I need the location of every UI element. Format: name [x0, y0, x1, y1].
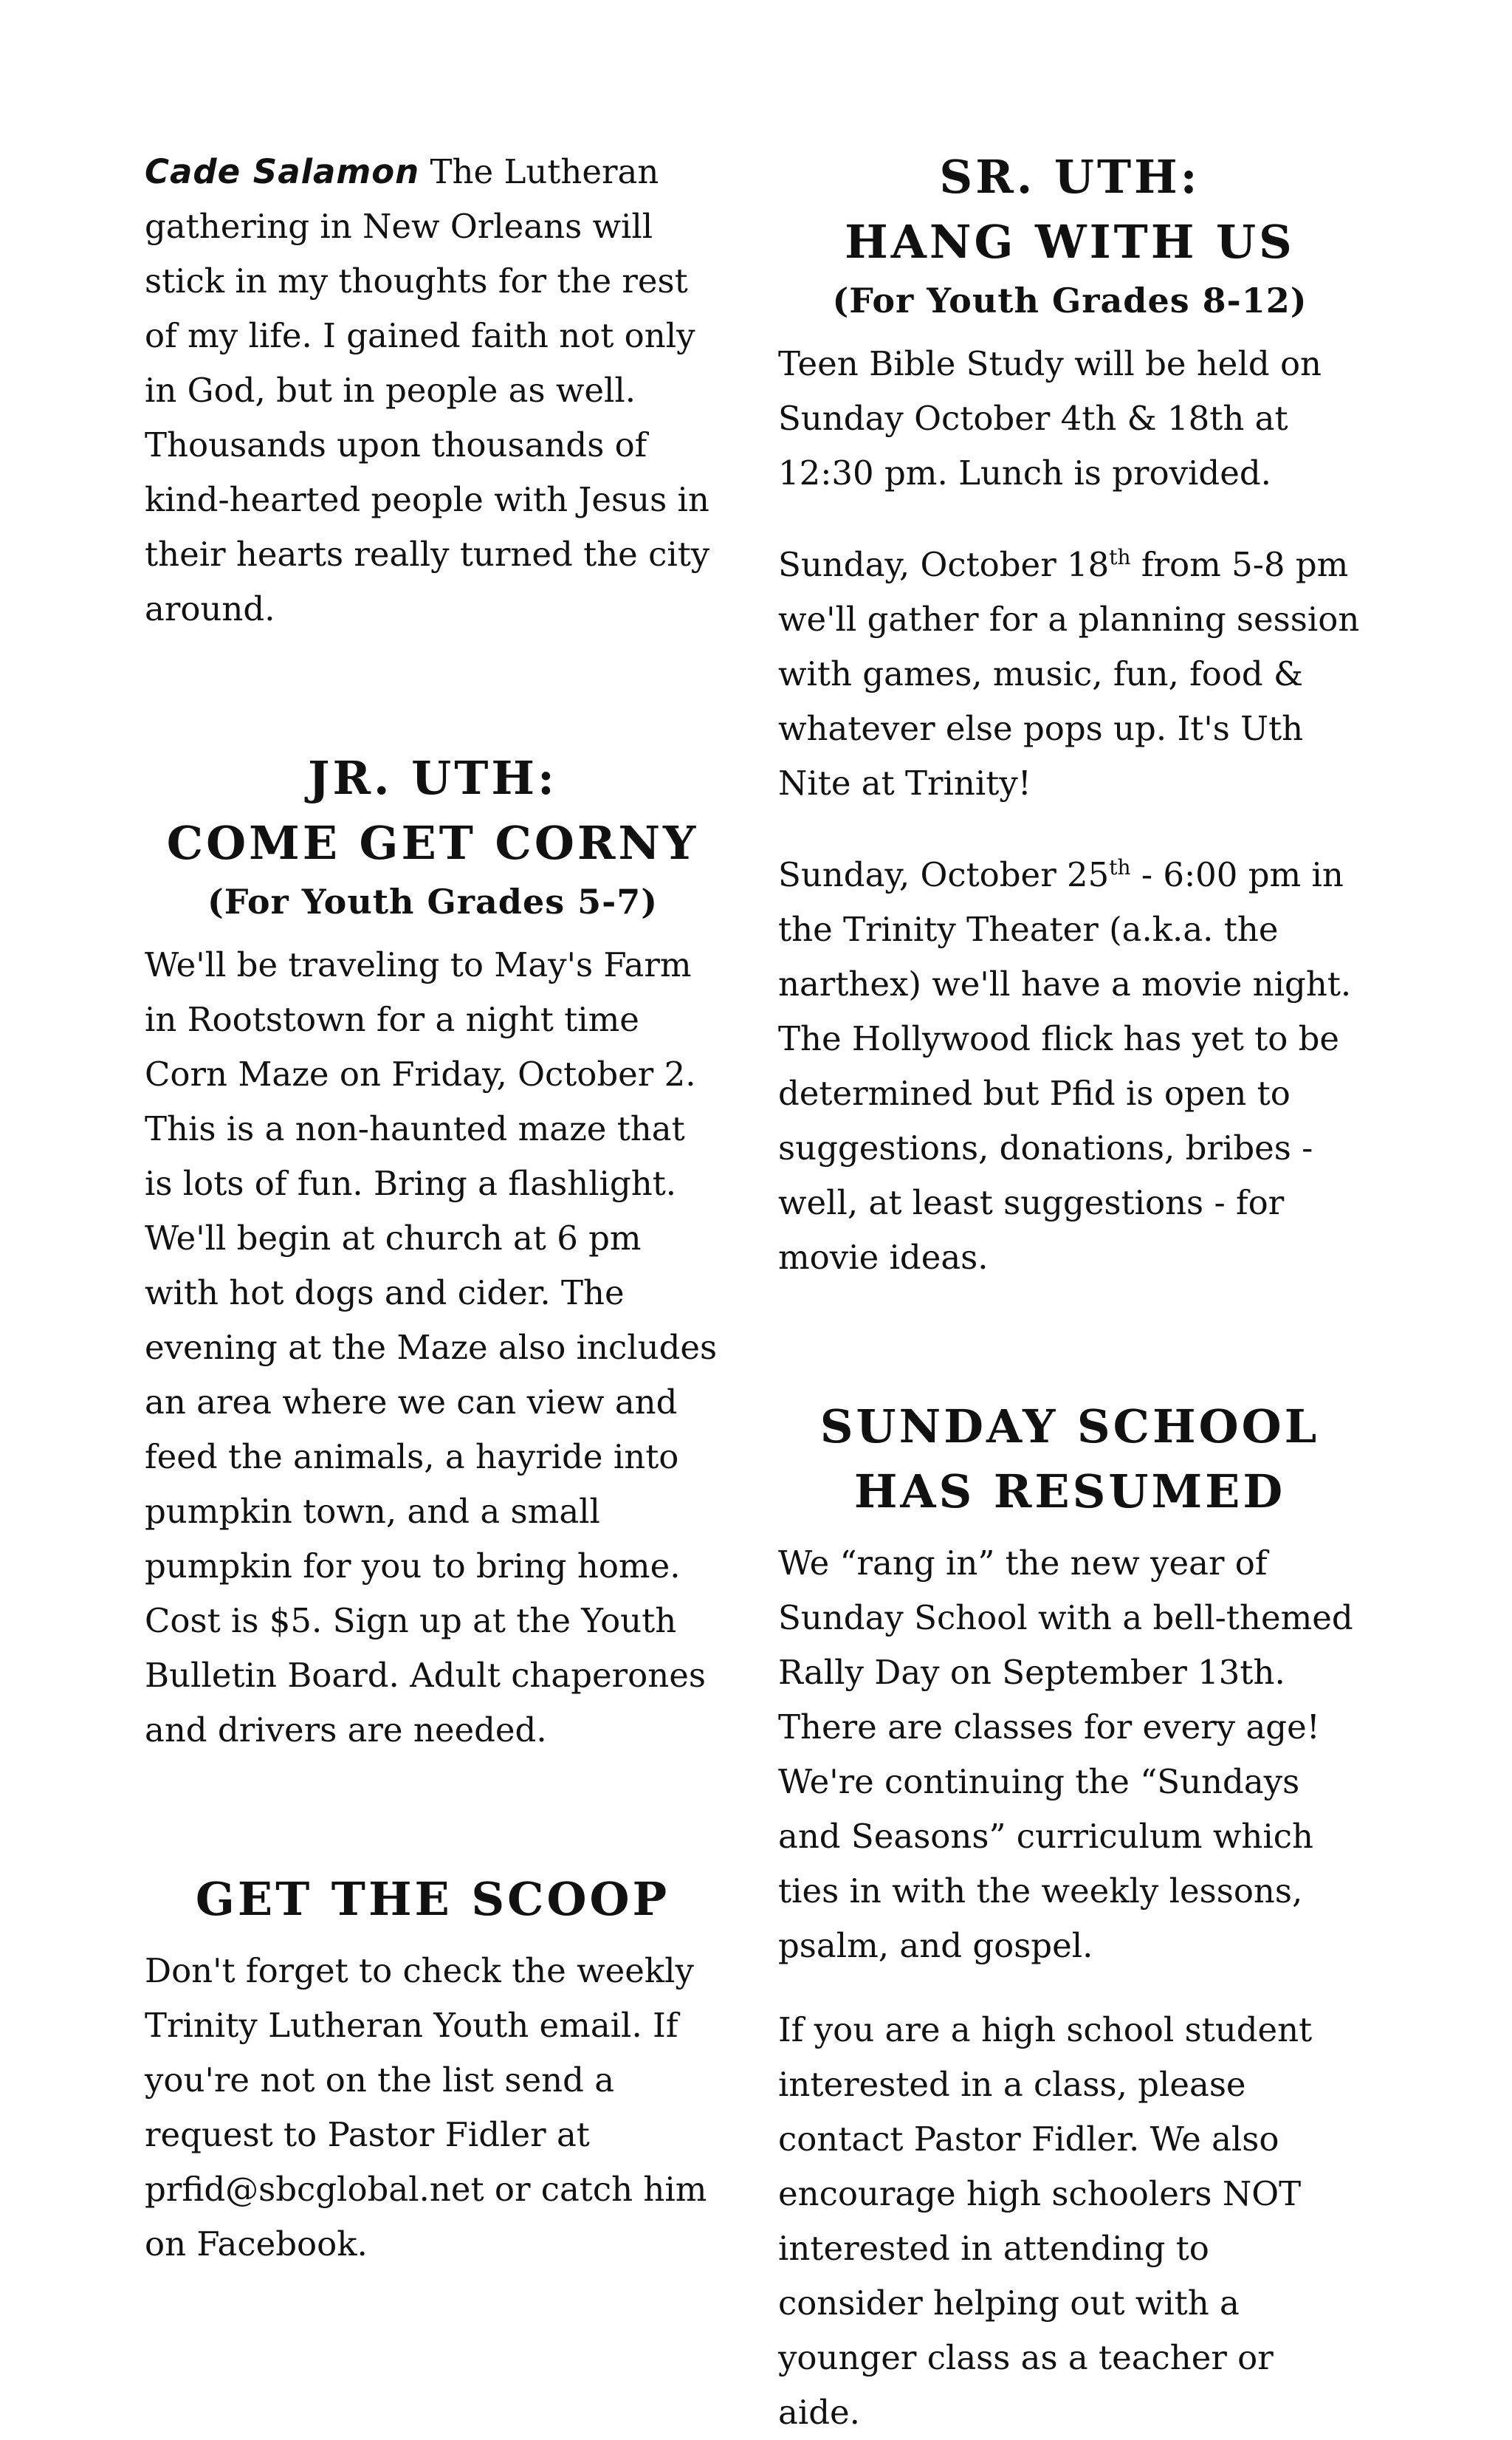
sr-uth-title-line1: SR. UTH:	[939, 150, 1200, 204]
sr-uth-bible-study: Teen Bible Study will be held on Sunday October 4th & 18th at 12:30 pm. Lunch is provided.	[778, 344, 1322, 493]
right-column	[778, 145, 1361, 2440]
testimonial-text: The Lutheran gathering in New Orleans will stick in my thoughts for the rest of my life. I gained faith not only in God, but in people as well. Thousands upon thousands of kind-hearted people with Jesus in their hearts really turned the city around.	[145, 152, 710, 628]
scoop-body: Don't forget to check the weekly Trinity Lutheran Youth email. If you're not on the list send a request to Pastor Fidler at prfid@sbcglobal.net or catch him on Facebook.	[145, 1951, 707, 2263]
sunday-school-body: We “rang in” the new year of Sunday School with a bell-themed Rally Day on September 13th. There are classes for every age! We're continuing the “Sundays and Seasons” curriculum which ties in with the weekly lessons, psalm, and gospel.	[778, 1543, 1353, 1965]
jr-uth-body: We'll be traveling to May's Farm in Rootstown for a night time Corn Maze on Friday, October 2. This is a non-haunted maze that is lots of fun. Bring a flashlight. We'll begin at church at 6 pm with hot dogs and cider. The evening at the Maze also includes an area where we can view and feed the animals, a hayride into pumpkin town, and a small pumpkin for you to bring home. Cost is $5. Sign up at the Youth Bulletin Board. Adult chaperones and drivers are needed.	[145, 945, 718, 1750]
sr-uth-movie-night: Sunday, October 25th - 6:00 pm in the Trinity Theater (a.k.a. the narthex) we'll have a movie night. The Hollywood flick has yet to be determined but Pfid is open to suggestions, donations, bribes - well, at least suggestions - for movie ideas.	[778, 855, 1352, 1277]
jr-uth-heading	[145, 746, 721, 928]
sunday-school-title-line2: HAS RESUMED	[853, 1464, 1286, 1518]
sr-uth-title-line2: HANG WITH US	[845, 215, 1295, 269]
jr-uth-subtitle: (For Youth Grades 5-7)	[207, 882, 659, 922]
sunday-school-heading	[778, 1394, 1361, 1524]
jr-uth-title-line1: JR. UTH:	[308, 751, 557, 805]
scoop-title: GET THE SCOOP	[195, 1872, 670, 1926]
sunday-school-title-line1: SUNDAY SCHOOL	[819, 1399, 1320, 1453]
jr-uth-title-line2: COME GET CORNY	[166, 816, 699, 870]
testimonial-paragraph	[145, 145, 721, 637]
sr-uth-planning-session: Sunday, October 18th from 5-8 pm we'll gather for a planning session with games, music, fun, food & whatever else pops up. It's Uth Nite at Trinity!	[778, 545, 1360, 803]
testimonial-author: Cade Salamon	[145, 152, 420, 191]
sr-uth-heading	[778, 145, 1361, 326]
sr-uth-subtitle: (For Youth Grades 8-12)	[832, 281, 1307, 321]
sunday-school-invite: If you are a high school student interested in a class, please contact Pastor Fidler. We also encourage high schoolers NOT interested in attending to consider helping out with a younger class as a teacher or aide.	[778, 2010, 1313, 2432]
left-column	[145, 145, 721, 2272]
